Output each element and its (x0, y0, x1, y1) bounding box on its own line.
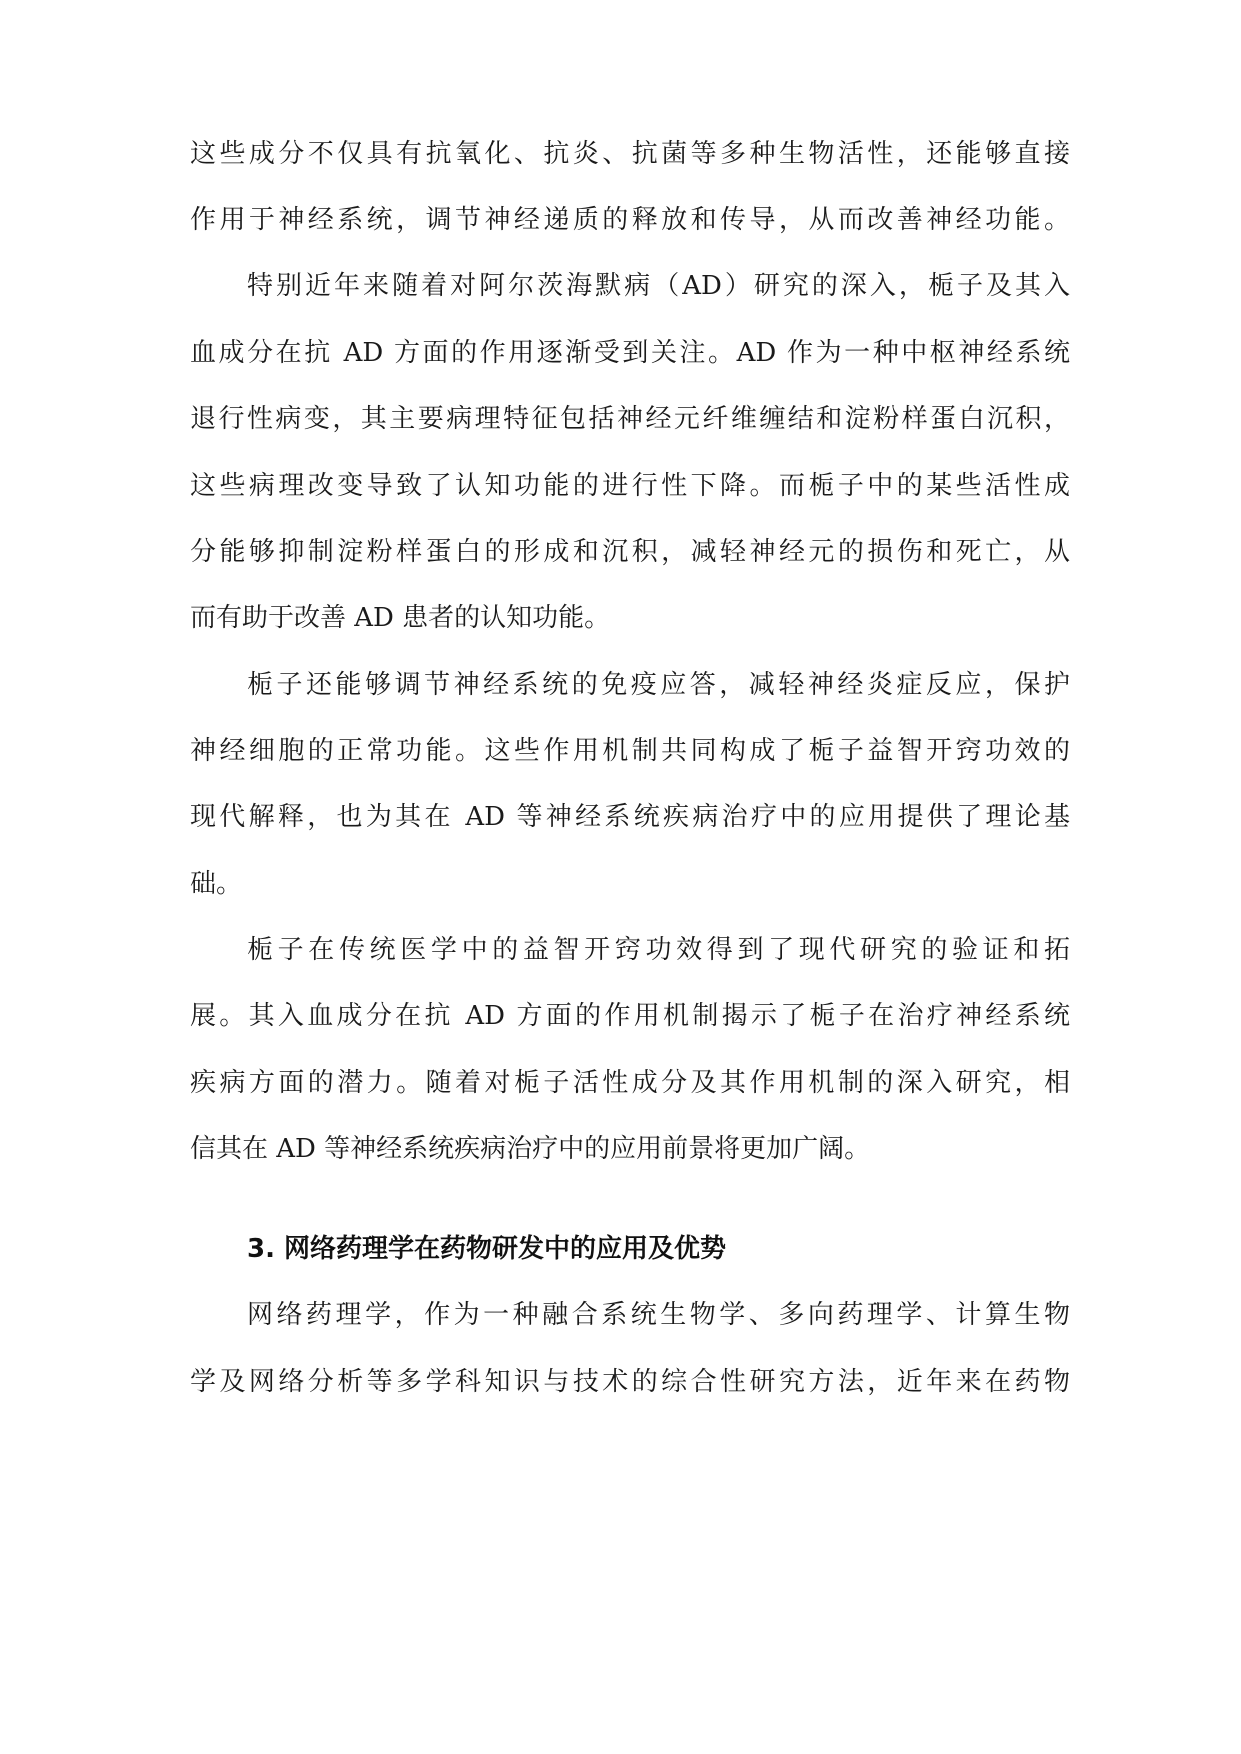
paragraph-3-line-1: 栀子还能够调节神经系统的免疫应答，减轻神经炎症反应，保护 (247, 670, 1070, 700)
paragraph-3-line-3: 现代解释，也为其在 AD 等神经系统疾病治疗中的应用提供了理论基 (190, 802, 1070, 832)
paragraph-3-line-2: 神经细胞的正常功能。这些作用机制共同构成了栀子益智开窍功效的 (190, 736, 1070, 766)
paragraph-2-line-4: 这些病理改变导致了认知功能的进行性下降。而栀子中的某些活性成 (190, 471, 1070, 501)
paragraph-5-line-1: 网络药理学，作为一种融合系统生物学、多向药理学、计算生物 (247, 1300, 1070, 1330)
paragraph-1-line-2: 作用于神经系统，调节神经递质的释放和传导，从而改善神经功能。 (190, 205, 1070, 235)
section-heading: 3. 网络药理学在药物研发中的应用及优势 (247, 1234, 727, 1264)
paragraph-4-line-3: 疾病方面的潜力。随着对栀子活性成分及其作用机制的深入研究，相 (190, 1068, 1070, 1098)
paragraph-4-line-4: 信其在 AD 等神经系统疾病治疗中的应用前景将更加广阔。 (190, 1134, 871, 1164)
paragraph-2-line-1: 特别近年来随着对阿尔茨海默病（AD）研究的深入，栀子及其入 (247, 271, 1070, 301)
paragraph-2-line-2: 血成分在抗 AD 方面的作用逐渐受到关注。AD 作为一种中枢神经系统 (190, 338, 1070, 368)
paragraph-5-line-2: 学及网络分析等多学科知识与技术的综合性研究方法，近年来在药物 (190, 1367, 1070, 1397)
paragraph-2-line-6: 而有助于改善 AD 患者的认知功能。 (190, 603, 611, 633)
paragraph-4-line-1: 栀子在传统医学中的益智开窍功效得到了现代研究的验证和拓 (247, 935, 1070, 965)
paragraph-3-line-4: 础。 (190, 869, 243, 899)
paragraph-2-line-3: 退行性病变，其主要病理特征包括神经元纤维缠结和淀粉样蛋白沉积， (190, 404, 1070, 434)
paragraph-4-line-2: 展。其入血成分在抗 AD 方面的作用机制揭示了栀子在治疗神经系统 (190, 1001, 1070, 1031)
paragraph-2-line-5: 分能够抑制淀粉样蛋白的形成和沉积，减轻神经元的损伤和死亡，从 (190, 537, 1070, 567)
paragraph-1-line-1: 这些成分不仅具有抗氧化、抗炎、抗菌等多种生物活性，还能够直接 (190, 139, 1070, 169)
